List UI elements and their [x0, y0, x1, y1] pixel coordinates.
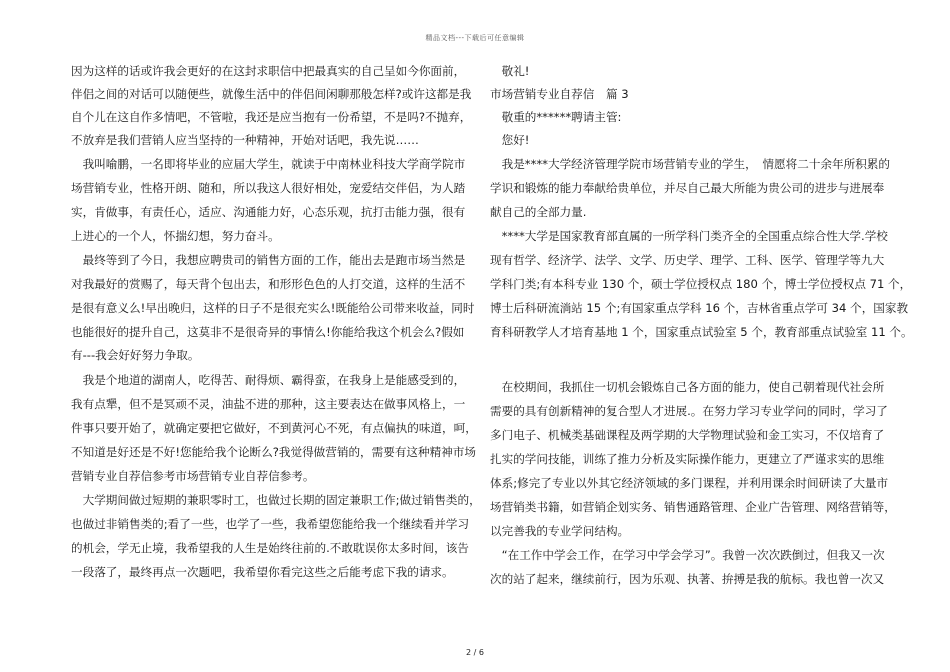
text-line: 以完善我的专业学问结构。: [490, 524, 630, 538]
text-line: 最终等到了今日，我想应聘贵司的销售方面的工作，能出去是跑市场当然是: [71, 253, 466, 267]
text-line: 敬礼!: [490, 64, 530, 78]
text-line: 多门电子、机械类基础课程及两学期的大学物理试验和金工实习，不仅培育了: [490, 428, 885, 442]
text-line: 一段落了，最终再点一次题吧，我希望你看完这些之后能考虑下我的请求。: [71, 565, 454, 579]
text-line: 博士后科研流淌站 15 个;有国家重点学科 16 个，吉林省重点学可 34 个，国家教: [490, 301, 909, 315]
text-line: 上进心的一个人，怀揣幻想，努力奋斗。: [71, 229, 280, 243]
text-line: 在校期间，我抓住一切机会锻炼自己各方面的能力，使自己朝着现代社会所: [490, 380, 885, 394]
text-line: 献自己的全部力量.: [490, 205, 587, 219]
page-header: 精品文档---下载后可任意编辑: [425, 34, 525, 42]
text-line: 不放弃是我们营销人应当坚持的一种精神，开始对话吧，我先说……: [71, 133, 419, 147]
text-line: 有---我会好好努力争取。: [71, 348, 200, 362]
text-line: 营销专业自荐信参考市场营销专业自荐信参考。: [71, 469, 315, 483]
text-line: 不知道是好还是不好!您能给我个论断么?我觉得做营销的，需要有这种精神市场: [71, 445, 476, 459]
text-line: 次的站了起来，继续前行，因为乐观、执著、拚搏是我的航标。我也曾一次又: [490, 572, 885, 586]
text-line: 敬重的******聘请主管:: [490, 110, 622, 124]
page-number: 2 / 6: [466, 648, 484, 657]
text-line: “在工作中学会工作，在学习中学会学习”。我曾一次次跌倒过，但我又一次: [490, 548, 885, 562]
text-line: 自个儿在这自作多情吧，不管啦，我还是应当抱有一份希望，不是吗?不抛弃，: [71, 110, 472, 124]
text-line: 育科研教学人才培育基地 1 个，国家重点试验室 5 个，教育部重点试验室 11 个。: [490, 325, 913, 339]
text-line: 我是****大学经济管理学院市场营销专业的学生， 情愿将二十余年所积累的: [490, 157, 890, 171]
text-line: 我叫喻鹏，一名即将毕业的应届大学生，就读于中南林业科技大学商学院市: [71, 157, 466, 171]
text-line: 我有点犟，但不是冥顽不灵，油盐不进的那种，这主要表达在做事风格上，一: [71, 397, 466, 411]
text-line: 实，肯做事，有责任心，适应、沟通能力好，心态乐观，抗打击能力强，很有: [71, 205, 466, 219]
text-line: 需要的具有创新精神的复合型人才进展.。在努力学习专业学问的同时，学习了: [490, 404, 888, 418]
text-line: 伴侣之间的对话可以随便些，就像生活中的伴侣间闲聊那般怎样?或许这都是我: [71, 87, 472, 101]
text-line: 学科门类;有本科专业 130 个，硕士学位授权点 180 个，博士学位授权点 71 个，: [490, 277, 912, 291]
text-line: ****大学是国家教育部直属的一所学科门类齐全的全国重点综合性大学.学校: [490, 229, 888, 243]
text-line: 场营销专业，性格开朗、随和，所以我这人很好相处，宠爱结交伴侣，为人踏: [71, 181, 466, 195]
text-line: 对我最好的赏赐了，每天背个包出去，和形形色色的人打交道，这样的生活不: [71, 277, 466, 291]
text-line: 是很有意义么!早出晚归，这样的日子不是很充实么!既能给公司带来收益，同时: [71, 301, 475, 315]
text-line: 学识和锻炼的能力奉献给贵单位，并尽自己最大所能为贵公司的进步与进展奉: [490, 181, 885, 195]
text-line: 的机会，学无止境，我希望我的人生是始终往前的.不敢耽误你太多时间，该告: [71, 541, 469, 555]
text-line: 现有哲学、经济学、法学、文学、历史学、理学、工科、医学、管理学等九大: [490, 253, 885, 267]
text-line: 体系;修完了专业以外其它经济领域的多门课程，并利用课余时间研读了大量市: [490, 476, 889, 490]
text-line: 市场营销专业自荐信 篇 3: [490, 87, 629, 101]
text-line: 因为这样的话或许我会更好的在这封求职信中把最真实的自己呈如今你面前，: [71, 64, 466, 78]
text-line: 件事只要开始了，就确定要把它做好，不到黄河心不死，有点偏执的味道，呵，: [71, 421, 477, 435]
text-line: 大学期间做过短期的兼职零时工，也做过长期的固定兼职工作;做过销售类的，: [71, 493, 481, 507]
text-line: 您好!: [490, 133, 530, 147]
text-line: 扎实的学问技能，训练了推力分析及实际操作能力，更建立了严谨求实的思维: [490, 452, 885, 466]
text-line: 场营销类书籍，如营销企划实务、销售通路管理、企业广告管理、网络营销等，: [490, 500, 896, 514]
text-line: 我是个地道的湖南人，吃得苦、耐得烦、霸得蛮，在我身上是能感受到的，: [71, 373, 466, 387]
text-line: 也能很好的提升自己，这莫非不是很奇异的事情么!你能给我这个机会么?假如: [71, 325, 465, 339]
text-line: 也做过非销售类的;看了一些，也学了一些，我希望您能给我一个继续看并学习: [71, 517, 470, 531]
